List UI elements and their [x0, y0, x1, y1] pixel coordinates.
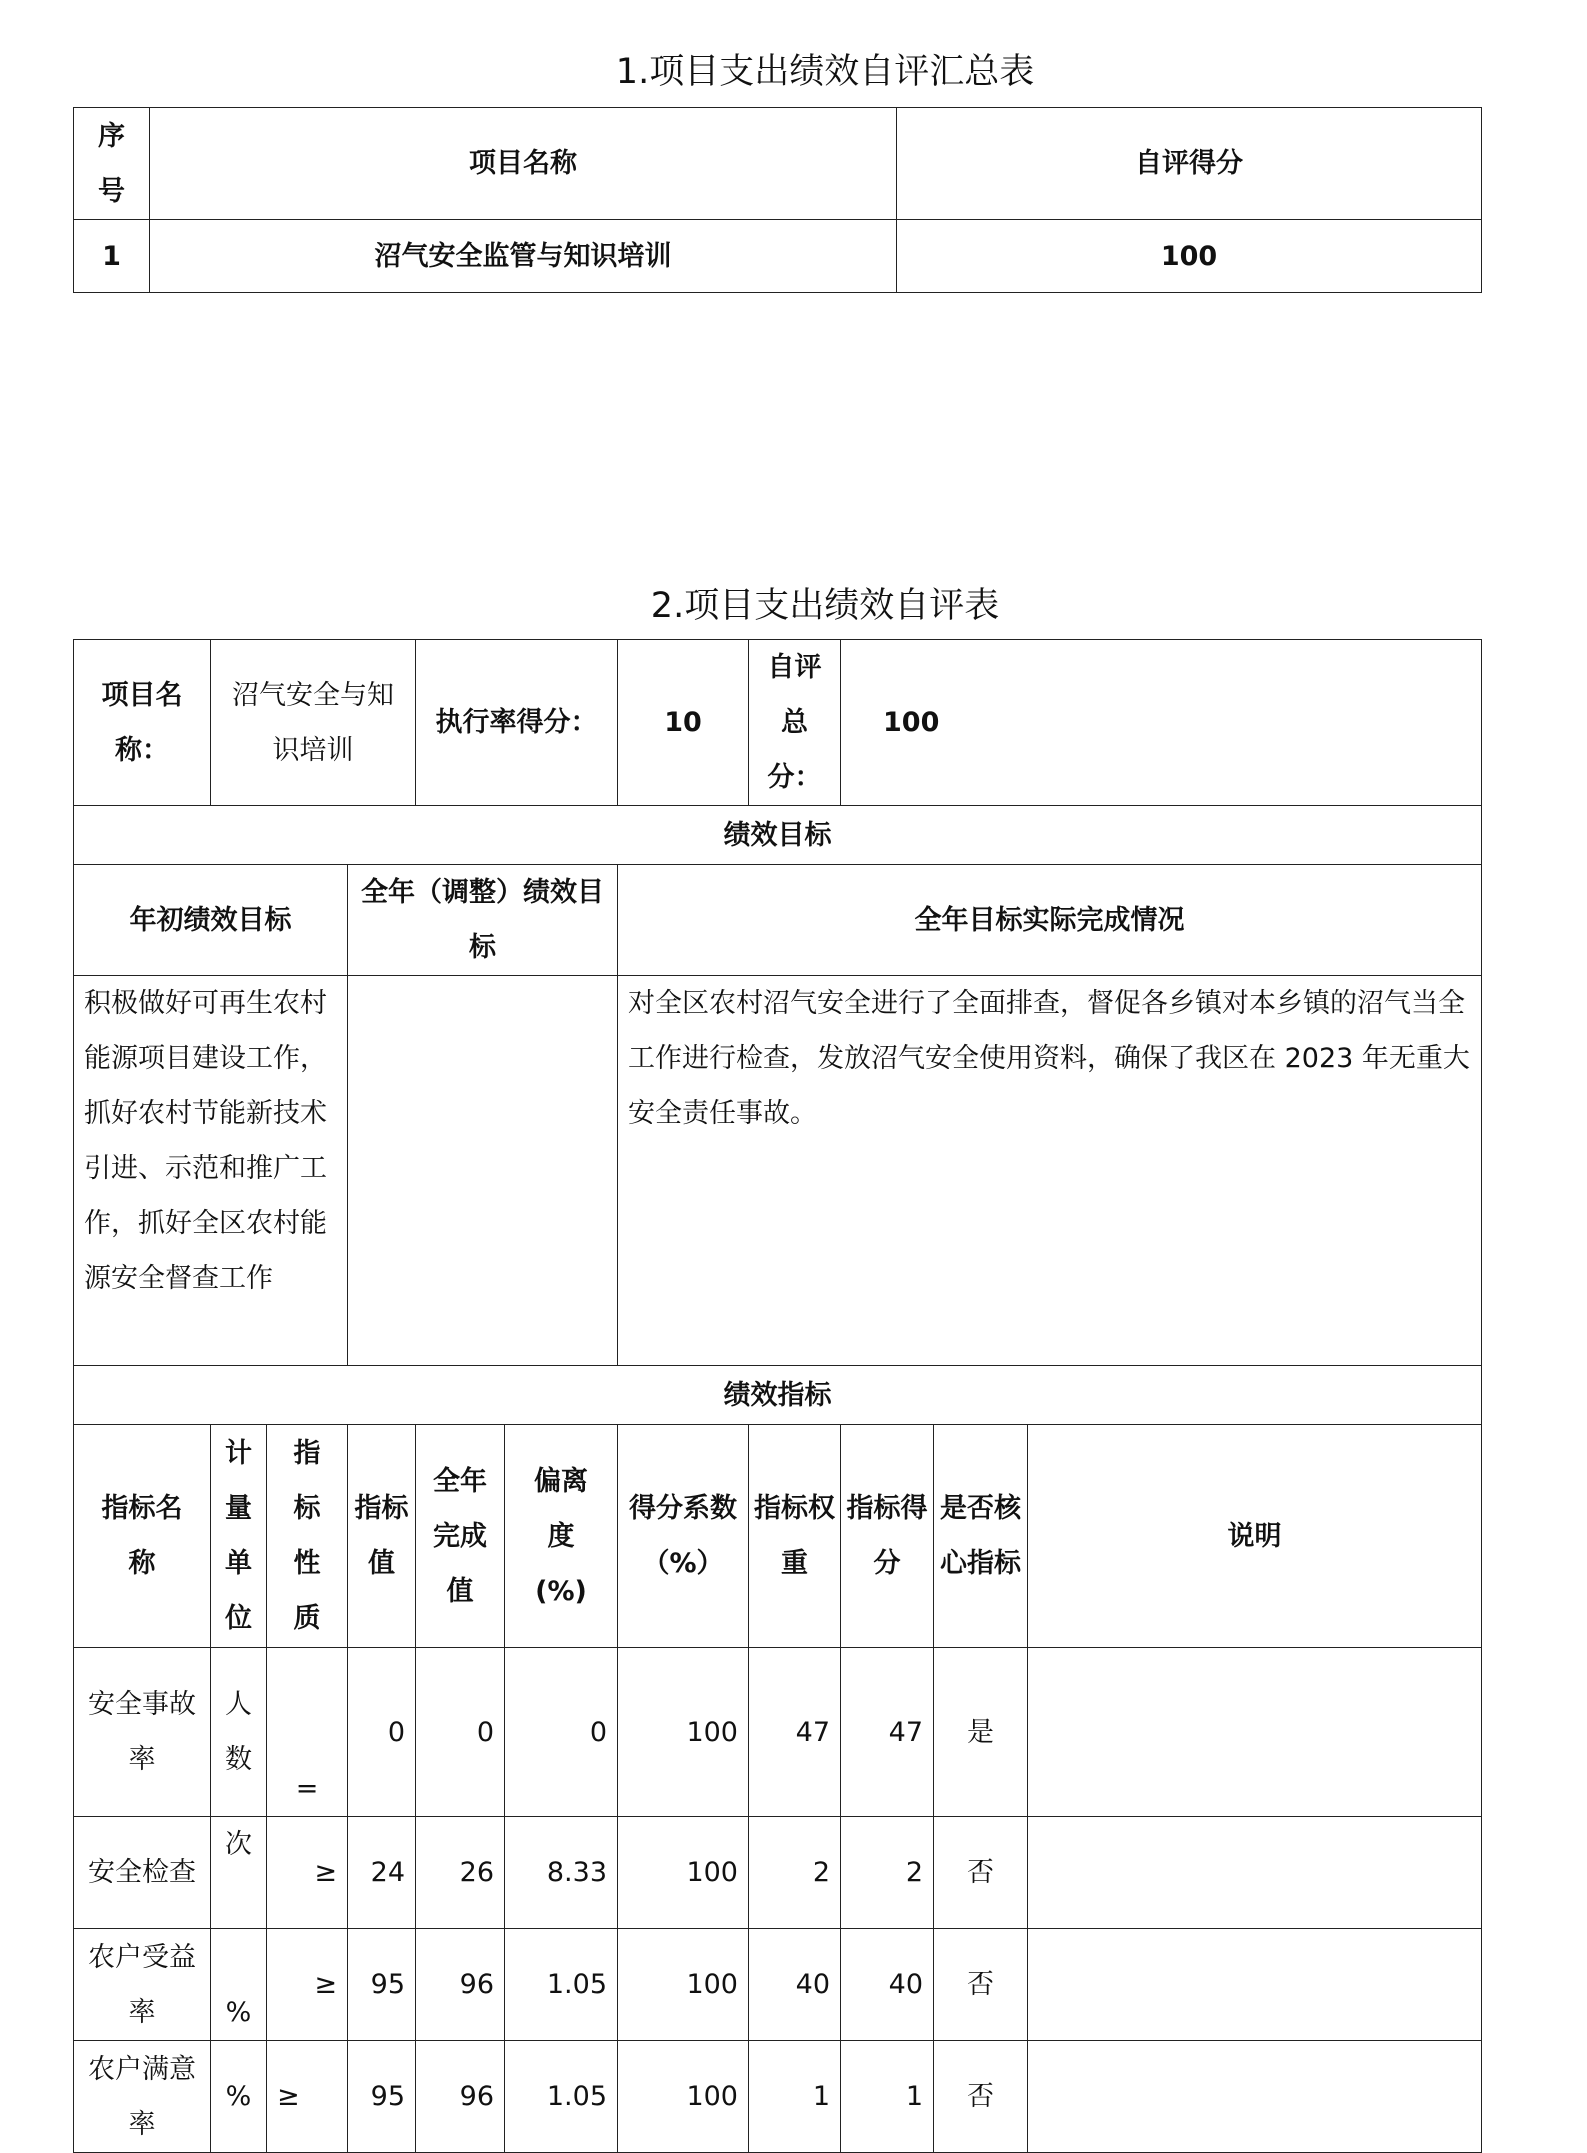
goals-content-row [74, 976, 1482, 1366]
indicator-done: 26 [416, 1817, 505, 1929]
total-score-label: 自评总分： [749, 640, 841, 806]
indicator-name: 农户满意率 [74, 2041, 211, 2153]
indicator-weight: 2 [749, 1817, 841, 1929]
exec-rate-value: 10 [618, 640, 749, 806]
cell-self-score: 100 [897, 220, 1482, 293]
indicator-deviation: 0 [505, 1648, 618, 1817]
indicator-score: 40 [841, 1929, 934, 2041]
detail-table [73, 639, 1482, 2153]
indicators-section-row [74, 1366, 1482, 1425]
indicator-nature: ≥ [267, 1817, 348, 1929]
indicator-name: 农户受益率 [74, 1929, 211, 2041]
indicators-header-row [74, 1425, 1482, 1648]
indicator-deviation: 1.05 [505, 1929, 618, 2041]
header-self-score: 自评得分 [897, 108, 1482, 220]
summary-header-row [74, 108, 1482, 220]
goals-section-row [74, 806, 1482, 865]
table-row [74, 2041, 1482, 2153]
indicator-target: 24 [348, 1817, 416, 1929]
indicator-note [1028, 2041, 1482, 2153]
header-completed-value: 全年完成值 [416, 1425, 505, 1648]
indicator-coef: 100 [618, 2041, 749, 2153]
header-indicator-score: 指标得分 [841, 1425, 934, 1648]
exec-rate-label: 执行率得分： [416, 640, 618, 806]
indicator-nature: ≥ [267, 1929, 348, 2041]
header-target-value: 指标值 [348, 1425, 416, 1648]
indicator-score: 47 [841, 1648, 934, 1817]
indicator-done: 96 [416, 2041, 505, 2153]
cell-seq: 1 [74, 220, 150, 293]
header-unit: 计量单位 [211, 1425, 267, 1648]
header-seq: 序号 [74, 108, 150, 220]
header-adjusted-goal: 全年（调整）绩效目标 [348, 865, 618, 976]
total-score-value: 100 [841, 640, 1482, 806]
table-row [74, 1817, 1482, 1929]
indicator-name: 安全事故率 [74, 1648, 211, 1817]
header-indicator-name: 指标名称 [74, 1425, 211, 1648]
summary-title: 1.项目支出绩效自评汇总表 [615, 52, 1035, 92]
header-nature: 指标性质 [267, 1425, 348, 1648]
indicator-unit: 次 [211, 1817, 267, 1929]
table-row [74, 220, 1482, 293]
detail-title: 2.项目支出绩效自评表 [650, 586, 1000, 626]
header-actual-completion: 全年目标实际完成情况 [618, 865, 1482, 976]
indicator-unit: % [211, 2041, 267, 2153]
indicator-note [1028, 1929, 1482, 2041]
project-name-value: 沼气安全与知识培训 [211, 640, 416, 806]
indicator-done: 0 [416, 1648, 505, 1817]
indicator-core: 是 [934, 1648, 1028, 1817]
header-initial-goal: 年初绩效目标 [74, 865, 348, 976]
indicator-note [1028, 1817, 1482, 1929]
indicator-target: 0 [348, 1648, 416, 1817]
indicator-unit: % [211, 1929, 267, 2041]
adjusted-goal-text [348, 976, 618, 1366]
indicator-unit: 人数 [211, 1648, 267, 1817]
goals-header-row [74, 865, 1482, 976]
header-project-name: 项目名称 [150, 108, 897, 220]
indicator-note [1028, 1648, 1482, 1817]
header-weight: 指标权重 [749, 1425, 841, 1648]
summary-table [73, 107, 1482, 293]
cell-project-name: 沼气安全监管与知识培训 [150, 220, 897, 293]
indicator-deviation: 8.33 [505, 1817, 618, 1929]
indicator-coef: 100 [618, 1817, 749, 1929]
indicator-coef: 100 [618, 1648, 749, 1817]
project-name-label: 项目名称： [74, 640, 211, 806]
header-deviation: 偏离度(%) [505, 1425, 618, 1648]
indicator-core: 否 [934, 1929, 1028, 2041]
indicator-core: 否 [934, 1817, 1028, 1929]
header-core: 是否核心指标 [934, 1425, 1028, 1648]
initial-goal-text: 积极做好可再生农村能源项目建设工作，抓好农村节能新技术引进、示范和推广工作，抓好全区农村能源安全督查工作 [74, 976, 348, 1366]
indicator-done: 96 [416, 1929, 505, 2041]
indicator-weight: 47 [749, 1648, 841, 1817]
header-note: 说明 [1028, 1425, 1482, 1648]
indicator-score: 2 [841, 1817, 934, 1929]
goals-section-title: 绩效目标 [74, 806, 1482, 865]
table-row [74, 1929, 1482, 2041]
actual-completion-text: 对全区农村沼气安全进行了全面排查，督促各乡镇对本乡镇的沼气当全工作进行检查，发放沼气安全使用资料，确保了我区在 2023 年无重大安全责任事故。 [618, 976, 1482, 1366]
indicators-section-title: 绩效指标 [74, 1366, 1482, 1425]
indicator-weight: 40 [749, 1929, 841, 2041]
indicator-core: 否 [934, 2041, 1028, 2153]
indicator-nature: = [267, 1648, 348, 1817]
indicator-score: 1 [841, 2041, 934, 2153]
project-info-row [74, 640, 1482, 806]
header-score-coef: 得分系数（%） [618, 1425, 749, 1648]
indicator-target: 95 [348, 2041, 416, 2153]
indicator-weight: 1 [749, 2041, 841, 2153]
indicator-deviation: 1.05 [505, 2041, 618, 2153]
indicator-name: 安全检查 [74, 1817, 211, 1929]
indicator-coef: 100 [618, 1929, 749, 2041]
table-row [74, 1648, 1482, 1817]
indicator-target: 95 [348, 1929, 416, 2041]
indicator-nature: ≥ [267, 2041, 348, 2153]
